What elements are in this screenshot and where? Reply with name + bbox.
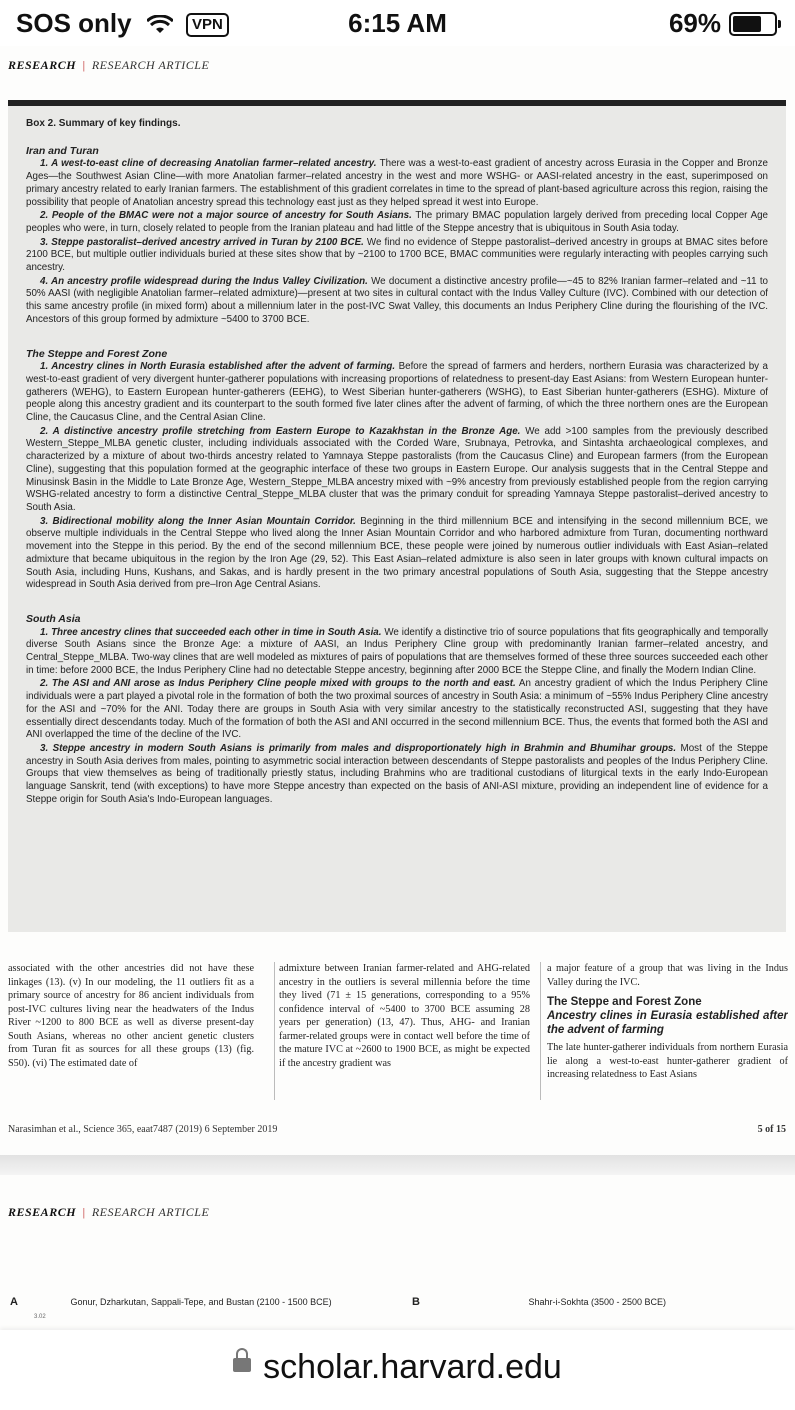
- browser-url-bar[interactable]: [0, 1330, 795, 1410]
- finding-lead: 3. Steppe pastoralist–derived ancestry arrived in Turan by 2100 BCE.: [40, 236, 364, 248]
- body-column-3: [540, 962, 788, 1100]
- key-findings-box: [8, 100, 786, 932]
- finding-paragraph: [26, 743, 768, 807]
- finding-paragraph: [26, 237, 768, 275]
- body-column-1: associated with the other ancestries did not have these linkages (13). (v) In our modeling, the 11 outliers fit as a primary source of ancestry for 86 ancient individuals from post-IVC cultures living near the headwaters of the Indus River ~1200 to 800 BCE as well as diverse present-day South Asians, whereas no other ancient genetic clusters from Turan fit as sources for all these groups (13) (fig. S50). (vi) The estimated date of: [8, 963, 254, 1069]
- battery-fill: [733, 16, 761, 32]
- running-head: RESEARCH | RESEARCH ARTICLE: [8, 58, 210, 72]
- column-3-text: a major feature of a group that was living in the Indus Valley during the IVC.: [547, 963, 788, 988]
- lock-icon: [233, 1358, 251, 1372]
- section-heading: The Steppe and Forest Zone: [547, 996, 702, 1008]
- citation: Narasimhan et al., Science 365, eaat7487 (2019) 6 September 2019: [8, 1124, 278, 1135]
- figure-panel-a-label: A: [10, 1296, 18, 1308]
- body-column-2: admixture between Iranian farmer-related and AHG-related ancestry in the outliers is several millennia before the time they lived (71 ± 15 generations, corresponding to a 95% confidence interval of ~5400 to 3700 BCE assuming 28 years per generation) (13, 47). Thus, AHG- and Iranian farmer-related groups were in contact well before the time of the mature IVC at ~2600 to 1900 BCE, as might be expected if the ancestry gradient was: [274, 962, 530, 1100]
- article-body-columns: [8, 962, 786, 1100]
- box-title: Box 2. Summary of key findings.: [26, 118, 181, 129]
- finding-text: We add >100 samples from the previously described Western_Steppe_MLBA genetic cluster, including individuals associated with the Corded Ware, Srubnaya, Petrovka, and Sintashta archaeological complexes, and characterized by a mixture of about two-thirds ancestry related to Yamnaya Steppe pastoralists (from the Caucasus Cline) and European farmers (from the European Cline), suggesting that this population formed at the geographic interface of these two groups in Eastern Europe. Our analysis suggests that in the Central Steppe and Minusinsk Basin in the Middle to Late Bronze Age, Western_Steppe_MLBA ancestry mixed with ~9% ancestry from previously established people from the region carrying WSHG-related ancestry to form a distinctive Central_Steppe_MLBA cluster that was the primary conduit for spreading Yamnaya Steppe pastoralist–derived ancestry to South Asia.: [26, 425, 768, 513]
- section-heading-south-asia: South Asia: [26, 612, 81, 625]
- figure-panel-b-title: Shahr-i-Sokhta (3500 - 2500 BCE): [528, 1297, 667, 1307]
- finding-text: The primary BMAC population largely derived from preceding local Copper Age peoples who were, in turn, closely related to people from the Iranian plateau and had little of the Steppe ancestry that is ubiquitous in South Asia today.: [26, 210, 768, 234]
- vpn-badge: VPN: [186, 13, 229, 37]
- finding-text: We document a distinctive ancestry profile—~45 to 82% Iranian farmer–related and ~11 to 50% AASI (with negligible Anatolian farmer–related admixture)—present at two sites in cultural contact with the Indus Valley Culture (IVC). Combined with our detection of this same ancestry profile (in mixed form) about a millennium later in the post-IVC Swat Valley, this documents an Indus Periphery Cline during the flourishing of the IVC. Ancestors of this group formed by admixture ~5400 to 3700 BCE.: [26, 275, 768, 325]
- battery-percent: 69%: [668, 8, 721, 38]
- subsection-heading: Ancestry clines in Eurasia established after the advent of farming: [547, 1010, 788, 1036]
- column-3-text-2: The late hunter-gatherer individuals from northern Eurasia lie along a west-to-east hunter-gatherer gradient of increasing relatedness to East Asians: [547, 1042, 788, 1080]
- page-gap: [0, 1155, 795, 1175]
- battery-group: [669, 8, 777, 39]
- finding-lead: 2. A distinctive ancestry profile stretching from Eastern Europe to Kazakhstan in the Bronze Age.: [40, 425, 521, 437]
- next-running-head: RESEARCH | RESEARCH ARTICLE: [8, 1205, 210, 1219]
- finding-paragraph: [26, 678, 768, 742]
- url-text: scholar.harvard.edu: [263, 1348, 562, 1386]
- finding-lead: 3. Bidirectional mobility along the Inner Asian Mountain Corridor.: [40, 515, 356, 527]
- finding-text: Most of the Steppe ancestry in South Asia derives from males, pointing to asymmetric social interaction between descendants of Steppe pastoralists and peoples of the Indus Periphery Cline. Groups that view themselves as being of traditionally priestly status, including Brahmins who are traditional custodians of liturgical texts in the early Indo-European language Sanskrit, tend (with exceptions) to have more Steppe ancestry than expected on the basis of ANI-ASI mixture, providing an independent line of evidence for a Steppe origin for South Asia's Indo-European languages.: [26, 742, 768, 805]
- finding-paragraph: [26, 158, 768, 209]
- finding-text: Beginning in the third millennium BCE and intensifying in the second millennium BCE, we observe multiple individuals in the Central Steppe who lived along the Inner Asian Mountain Corridor and who harbored admixture from Turan, documenting northward movement into the Steppe in this period. By the end of the second millennium BCE, these people were joined by numerous outlier individuals with East Asian–related admixture that became ubiquitous in the region by the Iron Age (29, 52). This East Asian–related admixture is also seen in later groups with known cultural impacts on South Asia, including Huns, Kushans, and Sakas, and is hardly present in the two primary ancestral populations of South Asia, suggesting that the Steppe ancestry widespread in South Asia derived from pre–Iron Age Central Asians.: [26, 515, 769, 591]
- finding-lead: 3. Steppe ancestry in modern South Asians is primarily from males and disproportionately high in Brahmin and Bhumihar groups.: [40, 742, 677, 754]
- finding-lead: 1. Ancestry clines in North Eurasia established after the advent of farming.: [40, 361, 396, 373]
- next-running-head-section: RESEARCH: [8, 1205, 77, 1219]
- figure-panel-b-label: B: [412, 1296, 420, 1308]
- finding-text: We find no evidence of Steppe pastoralist–derived ancestry in groups at BMAC sites before 2100 BCE, but multiple outlier individuals buried at these sites show that by ~2100 to 1700 BCE, BMAC communities were regularly interacting with peoples carrying such ancestry.: [26, 236, 768, 274]
- finding-paragraph: [26, 276, 768, 327]
- page-number: 5 of 15: [757, 1124, 786, 1135]
- figure-panel-b-header: [412, 1296, 666, 1308]
- figure-panel-a-title: Gonur, Dzharkutan, Sappali-Tepe, and Bustan (2100 - 1500 BCE): [70, 1297, 332, 1307]
- finding-lead: 2. The ASI and ANI arose as Indus Periphery Cline people mixed with groups to the north and east.: [40, 678, 516, 690]
- finding-lead: 1. A west-to-east cline of decreasing Anatolian farmer–related ancestry.: [40, 158, 377, 170]
- figure-panel-a-header: [10, 1296, 332, 1308]
- status-bar: [0, 0, 795, 46]
- finding-lead: 4. An ancestry profile widespread during the Indus Valley Civilization.: [40, 275, 368, 287]
- finding-paragraph: [26, 426, 768, 515]
- finding-paragraph: [26, 627, 768, 678]
- finding-text: Before the spread of farmers and herders, northern Eurasia was characterized by a west-to-east gradient of very divergent hunter-gatherer populations with increasing proportions of relatedness to present-day East Asians: from Western European hunter-gatherers (WEHG), to Eastern European hunter-gatherers (EEHG), to West Siberian hunter-gatherers (WSHG), to East Siberian hunter-gatherers (ESHG). Mixture of people along this ancestry gradient and its counterpart to the south formed five later clines after the advent of farming, of which the three northern ones are the European Cline, the Caucasus Cline, and the Central Asian Cline.: [26, 361, 768, 424]
- clock: 6:15 AM: [348, 8, 447, 38]
- finding-lead: 2. People of the BMAC were not a major source of ancestry for South Asians.: [40, 210, 412, 222]
- battery-icon: [729, 12, 777, 36]
- finding-lead: 1. Three ancestry clines that succeeded each other in time in South Asia.: [40, 626, 382, 638]
- section-heading-steppe-forest: The Steppe and Forest Zone: [26, 347, 168, 360]
- finding-text: There was a west-to-east gradient of ancestry across Eurasia in the Copper and Bronze Ages—the Southwest Asian Cline—with more Anatolian farmer–related ancestry in the west and more WSHG- or AASI-related ancestry in the east, superimposed on primary ancestry related to early Iranian farmers. The establishment of this gradient correlates in time to the spread of plant-based agriculture across this region, raising the possibility that people of Anatolian ancestry spread this technology east just as they helped spread it west into Europe.: [26, 158, 768, 208]
- finding-paragraph: [26, 516, 768, 592]
- finding-text: We identify a distinctive trio of source populations that fits geographically and temporally diverse South Asians since the Bronze Age: a mixture of AASI, an Indus Periphery Cline group with predominantly Iranian farmer–related ancestry, and Central_Steppe_MLBA. Two-way clines that are well modeled as mixtures of pairs of populations that are themselves formed of these three sources succeeded each other in time: before 2000 BCE, the Indus Periphery Cline had no detectable Steppe ancestry, beginning after 2000 BCE the Steppe Cline, and finally the Modern Indian Cline.: [26, 626, 769, 676]
- next-running-head-type: RESEARCH ARTICLE: [91, 1205, 210, 1219]
- page-footer: [8, 1124, 786, 1135]
- url-display[interactable]: [0, 1348, 795, 1387]
- running-head-section: RESEARCH: [8, 58, 77, 72]
- finding-paragraph: [26, 361, 768, 425]
- figure-axis-tick: 3.02: [34, 1314, 46, 1320]
- finding-paragraph: [26, 210, 768, 235]
- carrier-label: SOS only: [16, 8, 132, 38]
- running-head-type: RESEARCH ARTICLE: [91, 58, 210, 72]
- section-heading-iran-turan: Iran and Turan: [26, 144, 99, 157]
- finding-text: An ancestry gradient of which the Indus Periphery Cline individuals were a part played a pivotal role in the formation of both the two proximal sources of ancestry in South Asia: a minimum of ~55% Indus Periphery Cline ancestry for the ASI and ~70% for the ANI. Today there are groups in South Asia with very similar ancestry to the statistically reconstructed ASI, suggesting that they have essentially direct descendants today. Much of the formation of both the ASI and ANI occurred in the second millennium BCE. Thus, the events that formed both the ASI and ANI overlapped the time of the decline of the IVC.: [26, 678, 768, 741]
